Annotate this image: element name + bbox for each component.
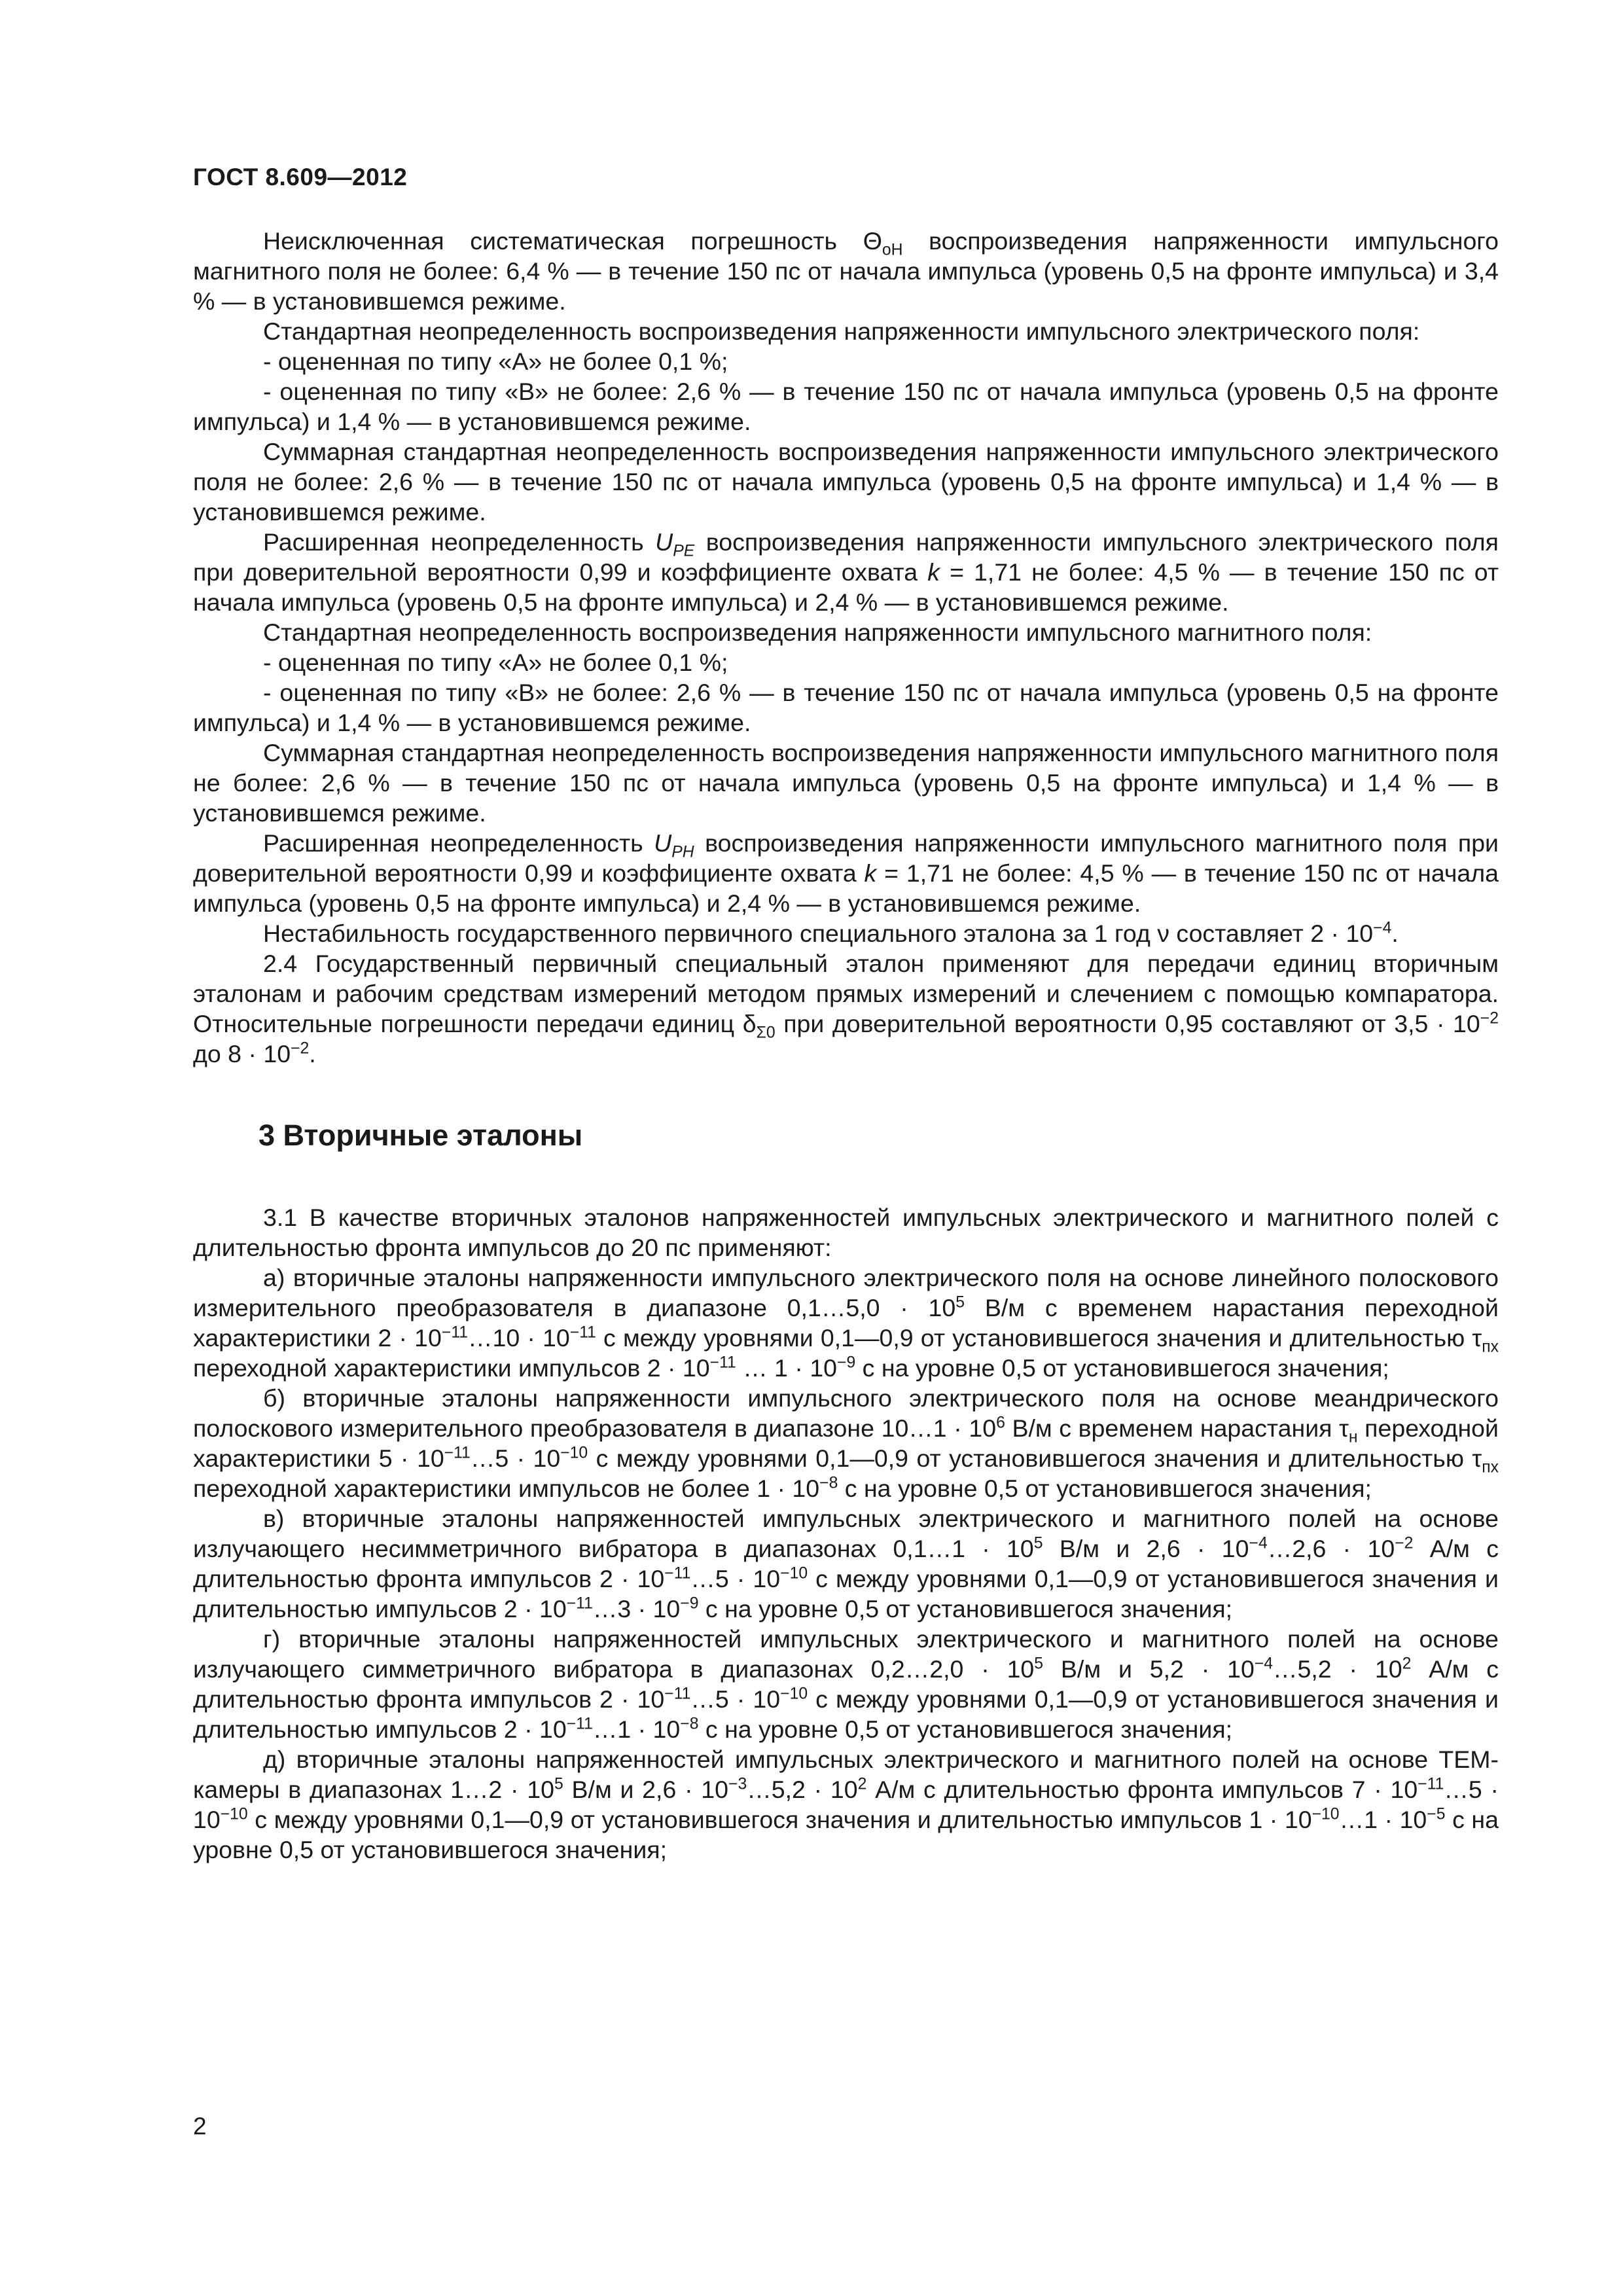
paragraphs_top-paragraph: Расширенная неопределенность $U_{PE}$ воспроизведения напряженности импульсного электрического поля при доверительной вероятности 0,99 и коэффициенте охвата k = 1,71 не более: 4,5 % — в течение 150 пс от начала импульса (уровень 0,5 на фронте импульса) и 2,4 % — в установившемся режиме. (193, 528, 1499, 616)
paragraphs_top-paragraph: Стандартная неопределенность воспроизведения напряженности импульсного электрического поля: (263, 317, 1420, 345)
paragraphs_bottom-paragraph: в) вторичные эталоны напряженностей импульсных электрического и магнитного полей на основе излучающего несимметричного вибратора в диапазонах 0,1…1 · $10^5$ В/м и $2,6 \cdot 10^{-4}\dots 2,6 \cdot 10^{-2}$ А/м с длительностью фронта импульсов $2 \cdot 10^{-11}\dots 5 \cdot 10^{-10}$ с между уровнями 0,1—0,9 от установившегося значения и длительностью импульсов $2 \cdot 10^{-11}\dots 3 \cdot 10^{-9}$ с на уровне 0,5 от установившегося значения; (193, 1505, 1499, 1623)
page-number: 2 (193, 2113, 207, 2140)
paragraphs_top-paragraph: Суммарная стандартная неопределенность воспроизведения напряженности импульсного магнитного поля не более: 2,6 % — в течение 150 пс от начала импульса (уровень 0,5 на фронте импульса) и 1,4 % — в установившемся режиме. (193, 739, 1499, 827)
document-body (193, 226, 1499, 1865)
paragraphs_top-paragraph: Расширенная неопределенность $U_{PH}$ воспроизведения напряженности импульсного магнитного поля при доверительной вероятности 0,99 и коэффициенте охвата k = 1,71 не более: 4,5 % — в течение 150 пс от начала импульса (уровень 0,5 на фронте импульса) и 2,4 % — в установившемся режиме. (193, 829, 1499, 917)
paragraphs_top-paragraph: Нестабильность государственного первичного специального эталона за 1 год ν составляет $2 \cdot 10^{-4}$. (263, 919, 1399, 947)
paragraphs_bottom-paragraph: д) вторичные эталоны напряженностей импульсных электрического и магнитного полей на основе ТЕМ-камеры в диапазонах 1…2 · $10^5$ В/м и $2,6 \cdot 10^{-3}\dots 5,2 \cdot 10^2$ А/м с длительностью фронта импульсов $7 \cdot 10^{-11}\dots 5 \cdot 10^{-10}$ с между уровнями 0,1—0,9 от установившегося значения и длительностью импульсов $1 \cdot 10^{-10}\dots 1 \cdot 10^{-5}$ с на уровне 0,5 от установившегося значения; (193, 1746, 1499, 1863)
paragraphs_bottom-paragraph: а) вторичные эталоны напряженности импульсного электрического поля на основе линейного полоскового измерительного преобразователя в диапазоне 0,1…5,0 · $10^5$ В/м с временем нарастания переходной характеристики $2 \cdot 10^{-11}\dots 10 \cdot 10^{-11}$ с между уровнями 0,1—0,9 от установившегося значения и длительностью $\tau_{пх}$ переходной характеристики импульсов $2 \cdot 10^{-11}$ … $1 \cdot 10^{-9}$ с на уровне 0,5 от установившегося значения; (193, 1264, 1499, 1382)
paragraphs_top-paragraph: 2.4 Государственный первичный специальный эталон применяют для передачи единиц вторичным эталонам и рабочим средствам измерений методом прямых измерений и слечением с помощью компаратора. Относительные погрешности передачи единиц $\delta_{\Sigma 0}$ при доверительной вероятности 0,95 составляют от $3,5 \cdot 10^{-2}$ до $8 \cdot 10^{-2}$. (193, 950, 1499, 1067)
paragraphs-bottom (193, 1202, 1499, 1865)
paragraphs_top-paragraph: Суммарная стандартная неопределенность воспроизведения напряженности импульсного электрического поля не более: 2,6 % — в течение 150 пс от начала импульса (уровень 0,5 на фронте импульса) и 1,4 % — в установившемся режиме. (193, 438, 1499, 526)
paragraphs_top-paragraph: - оцененная по типу «А» не более 0,1 %; (263, 348, 728, 375)
paragraphs_top-paragraph: - оцененная по типу «В» не более: 2,6 % — в течение 150 пс от начала импульса (уровень 0,5 на фронте импульса) и 1,4 % — в установившемся режиме. (193, 679, 1499, 736)
paragraphs_bottom-paragraph: г) вторичные эталоны напряженностей импульсных электрического и магнитного полей на основе излучающего симметричного вибратора в диапазонах 0,2…2,0 · $10^5$ В/м и $5,2 \cdot 10^{-4}\dots 5,2 \cdot 10^2$ А/м с длительностью фронта импульсов $2 \cdot 10^{-11}\dots 5 \cdot 10^{-10}$ с между уровнями 0,1—0,9 от установившегося значения и длительностью импульсов $2 \cdot 10^{-11}\dots 1 \cdot 10^{-8}$ с на уровне 0,5 от установившегося значения; (193, 1625, 1499, 1743)
paragraphs_bottom-paragraph: 3.1 В качестве вторичных эталонов напряженностей импульсных электрического и магнитного полей с длительностью фронта импульсов до 20 пс применяют: (193, 1204, 1499, 1261)
document-header: ГОСТ 8.609—2012 (193, 164, 408, 190)
paragraphs_top-paragraph: Стандартная неопределенность воспроизведения напряженности импульсного магнитного поля: (263, 619, 1372, 646)
paragraphs_top-paragraph: Неисключенная систематическая погрешность $\Theta_{oH}$ воспроизведения напряженности импульсного магнитного поля не более: 6,4 % — в течение 150 пс от начала импульса (уровень 0,5 на фронте импульса) и 3,4 % — в установившемся режиме. (193, 227, 1499, 315)
paragraphs_top-paragraph: - оцененная по типу «А» не более 0,1 %; (263, 649, 728, 676)
section-title: 3 Вторичные эталоны (259, 1119, 583, 1152)
paragraphs_bottom-paragraph: б) вторичные эталоны напряженности импульсного электрического поля на основе меандрического полоскового измерительного преобразователя в диапазоне 10…1 · $10^6$ В/м с временем нарастания $\tau_н$ переходной характеристики $5 \cdot 10^{-11}\dots 5 \cdot 10^{-10}$ с между уровнями 0,1—0,9 от установившегося значения и длительностью $\tau_{пх}$ переходной характеристики импульсов не более $1 \cdot 10^{-8}$ с на уровне 0,5 от установившегося значения; (193, 1384, 1499, 1502)
paragraphs-top (193, 226, 1499, 1069)
paragraphs_top-paragraph: - оцененная по типу «В» не более: 2,6 % — в течение 150 пс от начала импульса (уровень 0,5 на фронте импульса) и 1,4 % — в установившемся режиме. (193, 378, 1499, 435)
